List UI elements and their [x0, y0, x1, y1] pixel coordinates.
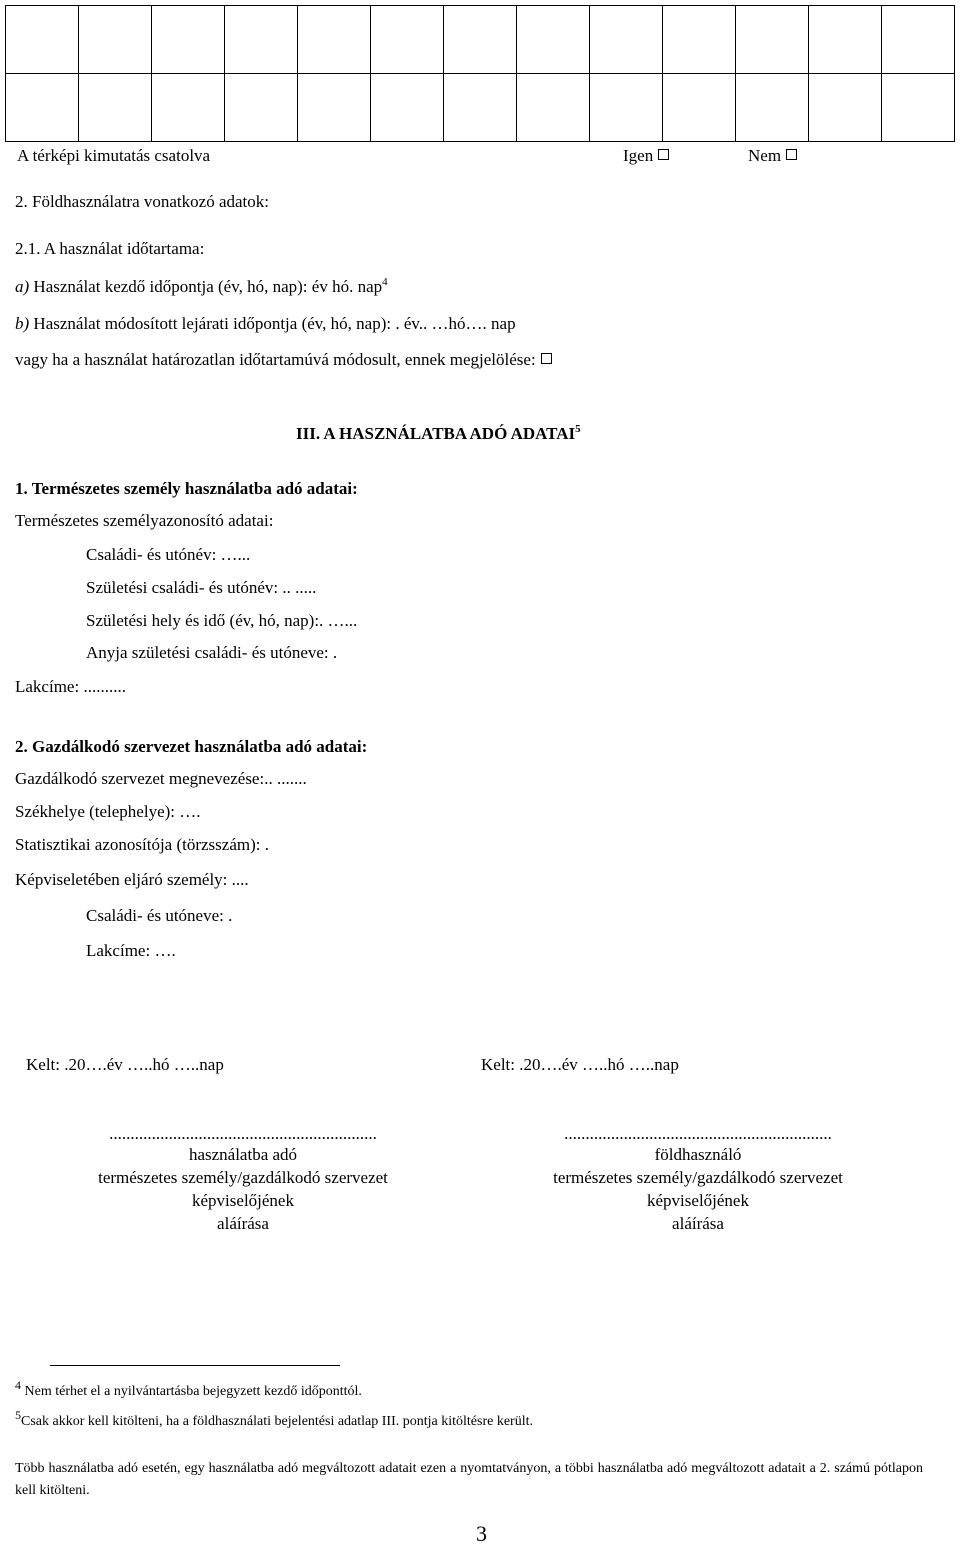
- left-signature-role: használatba adó: [188, 1145, 298, 1164]
- yes-checkbox[interactable]: [658, 149, 669, 160]
- attachment-no[interactable]: [748, 146, 797, 166]
- line-b-text: Használat módosított lejárati időpontja (év, hó, nap): . év.. …hó…. nap: [29, 314, 516, 333]
- attachment-label: A térképi kimutatás csatolva: [17, 146, 211, 165]
- right-signature-role: földhasználó: [654, 1145, 742, 1164]
- right-signature-subject: természetes személy/gazdálkodó szervezet: [553, 1168, 843, 1187]
- right-signature-rep: képviselőjének: [647, 1191, 749, 1210]
- line-a-prefix: a): [15, 277, 30, 296]
- multi-lessor-note: Több használatba adó esetén, egy használatba adó megváltozott adatait ezen a nyomtatványon, a többi használatba adó megváltozott adatait a 2. számú pótlapon kell kitölteni.: [15, 1461, 923, 1498]
- left-signature-caption: aláírása: [217, 1214, 269, 1233]
- footnote-4: [15, 1378, 362, 1402]
- left-signature-block: [43, 1125, 443, 1235]
- footnote-ref-4: 4: [382, 276, 388, 288]
- left-signature-line[interactable]: ...............................................................: [109, 1124, 377, 1143]
- footnote-5: [15, 1408, 533, 1432]
- org-seat-field[interactable]: Székhelye (telephelye): ….: [15, 802, 201, 821]
- org-name-field[interactable]: Gazdálkodó szervezet megnevezése:.. .......: [15, 769, 307, 788]
- org-representative-field[interactable]: Képviseletében eljáró személy: ....: [15, 870, 249, 889]
- no-checkbox[interactable]: [786, 149, 797, 160]
- left-signature-rep: képviselőjének: [192, 1191, 294, 1210]
- footnote-4-text: Nem térhet el a nyilvántartásba bejegyzett kezdő időponttól.: [24, 1384, 362, 1399]
- right-signature-block: [498, 1125, 898, 1235]
- line-a-text: Használat kezdő időpontja (év, hó, nap): év hó. nap: [29, 277, 383, 296]
- mother-name-field[interactable]: Anyja születési családi- és utóneve: .: [86, 643, 338, 662]
- address-field[interactable]: Lakcíme: ..........: [15, 677, 126, 696]
- organization-heading: 2. Gazdálkodó szervezet használatba adó adatai:: [15, 737, 368, 756]
- name-field[interactable]: Családi- és utónév: …...: [86, 545, 251, 564]
- right-signature-caption: aláírása: [672, 1214, 724, 1233]
- usage-start-line[interactable]: [15, 277, 388, 297]
- section-III-title: III. A HASZNÁLATBA ADÓ ADATAI: [296, 424, 576, 443]
- right-signature-line[interactable]: ...............................................................: [564, 1124, 832, 1143]
- footnote-5-text: Csak akkor kell kitölteni, ha a földhasználati bejelentési adatlap III. pontja kitöltésre került.: [21, 1414, 533, 1429]
- page-number: 3: [476, 1521, 487, 1546]
- org-stat-id-field[interactable]: Statisztikai azonosítója (törzsszám): .: [15, 835, 269, 854]
- natural-person-id-label: Természetes személyazonosító adatai:: [15, 511, 274, 530]
- yes-label: Igen: [623, 146, 654, 165]
- attachment-yes[interactable]: [623, 146, 669, 166]
- no-label: Nem: [748, 146, 782, 165]
- section-III-heading: [296, 424, 581, 444]
- indefinite-checkbox[interactable]: [541, 353, 552, 364]
- indefinite-line[interactable]: [15, 350, 552, 370]
- footnote-4-num: 4: [15, 1378, 21, 1392]
- rep-name-field[interactable]: Családi- és utóneve: .: [86, 906, 233, 925]
- footnote-separator: [50, 1365, 340, 1366]
- usage-end-line[interactable]: [15, 314, 516, 334]
- right-date-line[interactable]: Kelt: .20….év …..hó …..nap: [481, 1055, 679, 1074]
- birth-place-field[interactable]: Születési hely és idő (év, hó, nap):. …...: [86, 611, 358, 630]
- footnote-5-num: 5: [15, 1408, 21, 1422]
- left-date-line[interactable]: Kelt: .20….év …..hó …..nap: [26, 1055, 224, 1074]
- section-2-1-heading: 2.1. A használat időtartama:: [15, 239, 205, 258]
- indefinite-text: vagy ha a használat határozatlan időtartamúvá módosult, ennek megjelölése:: [15, 350, 536, 369]
- left-signature-subject: természetes személy/gazdálkodó szervezet: [98, 1168, 388, 1187]
- footnote-ref-5: 5: [575, 423, 581, 435]
- section-2-heading: 2. Földhasználatra vonatkozó adatok:: [15, 192, 269, 211]
- natural-person-heading: 1. Természetes személy használatba adó adatai:: [15, 479, 358, 498]
- line-b-prefix: b): [15, 314, 30, 333]
- rep-address-field[interactable]: Lakcíme: ….: [86, 941, 176, 960]
- blank-grid-table: [5, 5, 955, 142]
- birth-name-field[interactable]: Születési családi- és utónév: .. .....: [86, 578, 317, 597]
